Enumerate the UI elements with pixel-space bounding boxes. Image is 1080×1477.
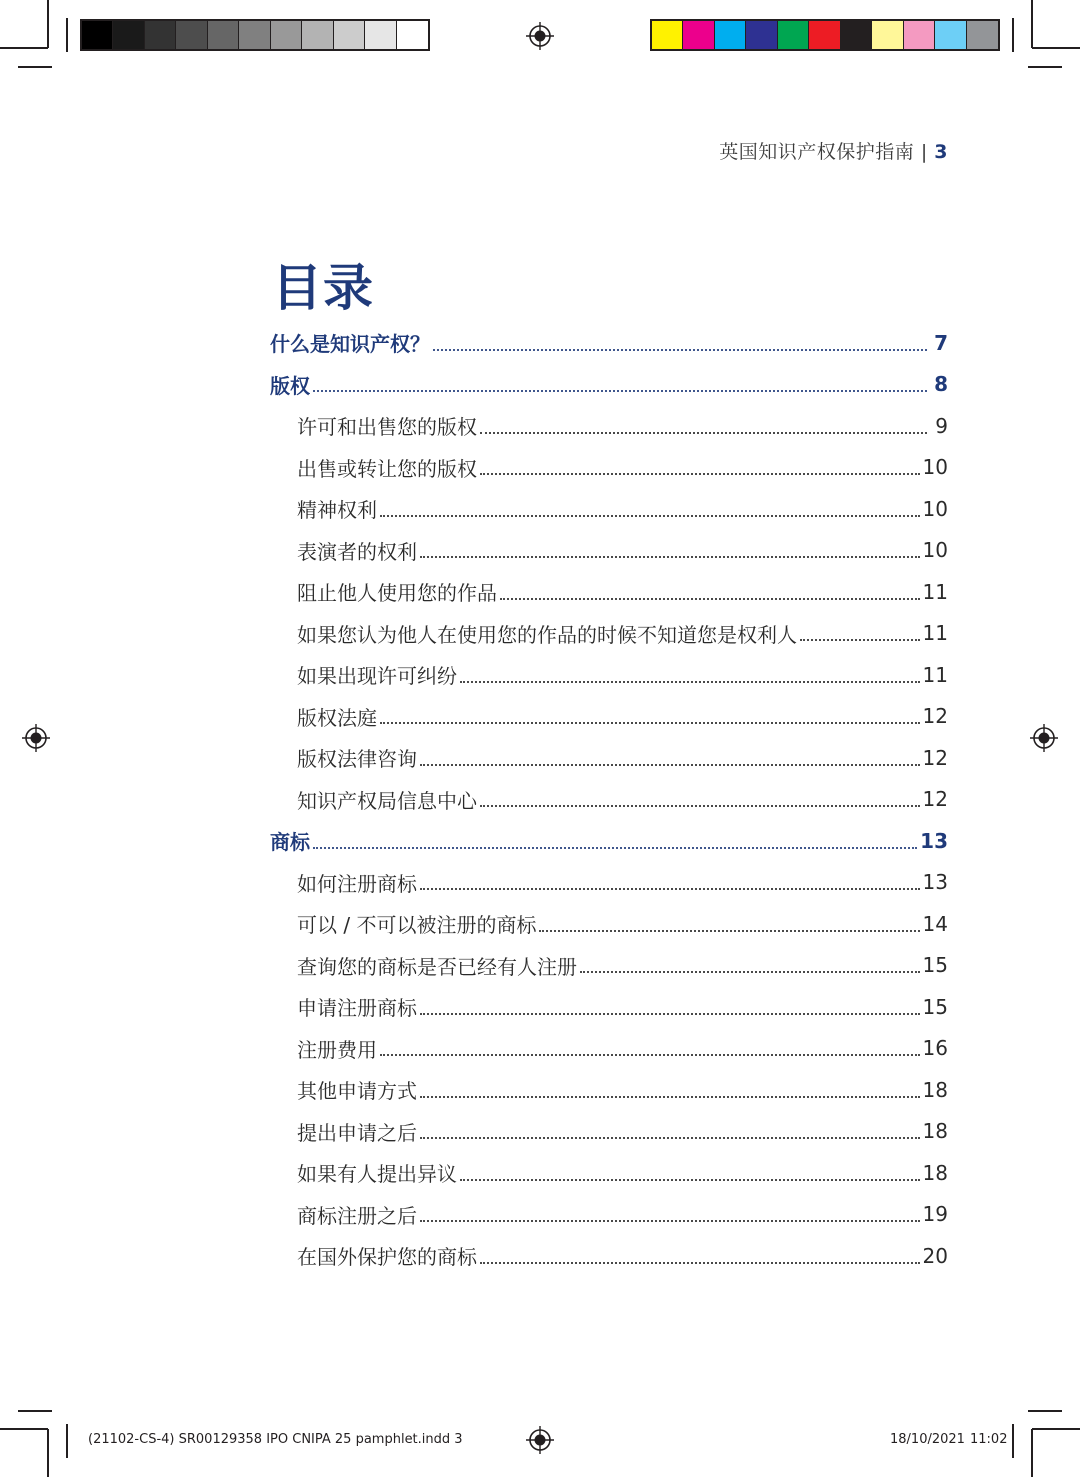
toc-subsection-entry[interactable]: [270, 571, 948, 613]
color-swatch: [904, 21, 935, 49]
toc-entry-page: 12: [922, 787, 948, 812]
toc-entry-page: 10: [922, 496, 948, 521]
running-header-title: 英国知识产权保护指南: [719, 141, 915, 163]
toc-leader-dots: [480, 805, 920, 807]
color-swatch: [809, 21, 840, 49]
toc-entry-label: 表演者的权利: [297, 539, 417, 564]
toc-leader-dots: [480, 473, 920, 475]
toc-entry-page: 16: [922, 1036, 948, 1061]
toc-leader-dots: [460, 681, 920, 683]
registration-mark-icon: [526, 1426, 554, 1454]
toc-entry-page: 18: [922, 1119, 948, 1144]
crop-mark: [0, 47, 48, 49]
process-color-bar: [650, 19, 1000, 51]
toc-entry-page: 9: [935, 413, 948, 438]
crop-mark: [66, 1424, 68, 1458]
color-swatch: [872, 21, 903, 49]
toc-entry-label: 可以 / 不可以被注册的商标: [297, 913, 537, 938]
color-swatch: [334, 21, 365, 49]
toc-entry-page: 12: [922, 745, 948, 770]
toc-leader-dots: [433, 349, 927, 351]
toc-subsection-entry[interactable]: [270, 737, 948, 779]
color-swatch: [82, 21, 113, 49]
toc-entry-label: 在国外保护您的商标: [297, 1245, 477, 1270]
crop-mark: [66, 18, 68, 52]
toc-entry-label: 商标: [270, 830, 310, 855]
color-swatch: [365, 21, 396, 49]
toc-entry-label: 出售或转让您的版权: [297, 456, 477, 481]
toc-subsection-entry[interactable]: [270, 862, 948, 904]
toc-leader-dots: [800, 639, 920, 641]
toc-entry-label: 什么是知识产权？: [270, 332, 430, 357]
toc-entry-label: 查询您的商标是否已经有人注册: [297, 954, 577, 979]
toc-leader-dots: [460, 1179, 920, 1181]
toc-leader-dots: [480, 432, 927, 434]
toc-leader-dots: [313, 390, 927, 392]
toc-leader-dots: [420, 1096, 920, 1098]
toc-entry-label: 如果有人提出异议: [297, 1162, 457, 1187]
toc-entry-page: 11: [922, 662, 948, 687]
toc-entry-page: 7: [934, 330, 948, 355]
page-number: 3: [934, 141, 948, 163]
crop-mark: [1031, 0, 1033, 48]
crop-mark: [1032, 1428, 1080, 1430]
toc-subsection-entry[interactable]: [270, 613, 948, 655]
toc-section-entry[interactable]: [270, 820, 948, 862]
crop-mark: [1012, 1424, 1014, 1458]
slug-date: 18/10/2021: [890, 1432, 965, 1447]
crop-mark: [1028, 66, 1062, 68]
toc-entry-label: 版权: [270, 373, 310, 398]
color-swatch: [302, 21, 333, 49]
toc-leader-dots: [380, 515, 920, 517]
crop-mark: [47, 1429, 49, 1477]
toc-subsection-entry[interactable]: [270, 1152, 948, 1194]
running-header: [719, 137, 948, 164]
toc-entry-label: 如果您认为他人在使用您的作品的时候不知道您是权利人: [297, 622, 797, 647]
toc-subsection-entry[interactable]: [270, 696, 948, 738]
color-swatch: [935, 21, 966, 49]
toc-entry-page: 15: [922, 953, 948, 978]
color-swatch: [176, 21, 207, 49]
toc-leader-dots: [539, 930, 919, 932]
toc-entry-label: 注册费用: [297, 1037, 377, 1062]
toc-entry-page: 15: [922, 994, 948, 1019]
toc-entry-page: 10: [922, 538, 948, 563]
toc-subsection-entry[interactable]: [270, 654, 948, 696]
toc-leader-dots: [420, 1220, 920, 1222]
crop-mark: [18, 66, 52, 68]
toc-entry-label: 商标注册之后: [297, 1203, 417, 1228]
toc-leader-dots: [420, 1013, 920, 1015]
toc-entry-page: 14: [922, 911, 948, 936]
toc-leader-dots: [580, 971, 920, 973]
crop-mark: [1031, 1429, 1033, 1477]
color-swatch: [683, 21, 714, 49]
toc-entry-label: 如何注册商标: [297, 871, 417, 896]
toc-entry-label: 版权法律咨询: [297, 747, 417, 772]
color-swatch: [652, 21, 683, 49]
color-swatch: [967, 21, 998, 49]
toc-entry-label: 提出申请之后: [297, 1120, 417, 1145]
color-swatch: [397, 21, 428, 49]
toc-entry-page: 19: [922, 1202, 948, 1227]
toc-section-entry[interactable]: [270, 364, 948, 406]
toc-entry-page: 18: [922, 1077, 948, 1102]
toc-subsection-entry[interactable]: [270, 1069, 948, 1111]
toc-subsection-entry[interactable]: [270, 1235, 948, 1277]
running-header-separator: |: [920, 141, 928, 163]
toc-leader-dots: [380, 722, 920, 724]
toc-subsection-entry[interactable]: [270, 447, 948, 489]
toc-subsection-entry[interactable]: [270, 1028, 948, 1070]
toc-heading: 目录: [272, 259, 374, 317]
color-swatch: [113, 21, 144, 49]
color-swatch: [271, 21, 302, 49]
toc-entry-label: 许可和出售您的版权: [297, 415, 477, 440]
toc-subsection-entry[interactable]: [270, 986, 948, 1028]
color-swatch: [208, 21, 239, 49]
color-swatch: [841, 21, 872, 49]
toc-entry-label: 知识产权局信息中心: [297, 788, 477, 813]
toc-leader-dots: [420, 888, 920, 890]
color-swatch: [715, 21, 746, 49]
grayscale-color-bar: [80, 19, 430, 51]
color-swatch: [778, 21, 809, 49]
toc-subsection-entry[interactable]: [270, 488, 948, 530]
crop-mark: [1028, 1410, 1062, 1412]
toc-entry-page: 11: [922, 579, 948, 604]
registration-mark-icon: [1030, 724, 1058, 752]
toc-leader-dots: [420, 1137, 920, 1139]
toc-subsection-entry[interactable]: [270, 903, 948, 945]
crop-mark: [47, 0, 49, 48]
color-swatch: [145, 21, 176, 49]
slug-file-info: (21102-CS-4) SR00129358 IPO CNIPA 25 pamphlet.indd 3: [88, 1432, 463, 1447]
toc-leader-dots: [380, 1054, 920, 1056]
toc-leader-dots: [420, 764, 920, 766]
color-swatch: [746, 21, 777, 49]
crop-mark: [1012, 18, 1014, 52]
crop-mark: [18, 1410, 52, 1412]
crop-mark: [1032, 47, 1080, 49]
toc-leader-dots: [500, 598, 920, 600]
slug-time: 11:02: [970, 1432, 1008, 1447]
toc-subsection-entry[interactable]: [270, 530, 948, 572]
toc-entry-page: 13: [920, 828, 948, 853]
toc-entry-page: 18: [922, 1160, 948, 1185]
toc-entry-page: 11: [922, 621, 948, 646]
toc-leader-dots: [313, 847, 917, 849]
toc-leader-dots: [480, 1262, 920, 1264]
toc-entry-label: 阻止他人使用您的作品: [297, 581, 497, 606]
toc-entry-label: 精神权利: [297, 498, 377, 523]
color-swatch: [239, 21, 270, 49]
toc-entry-page: 20: [922, 1243, 948, 1268]
toc-subsection-entry[interactable]: [270, 405, 948, 447]
table-of-contents: [270, 322, 948, 1277]
registration-mark-icon: [526, 22, 554, 50]
toc-entry-label: 申请注册商标: [297, 996, 417, 1021]
toc-subsection-entry[interactable]: [270, 1194, 948, 1236]
toc-entry-page: 13: [922, 870, 948, 895]
toc-entry-label: 如果出现许可纠纷: [297, 664, 457, 689]
toc-leader-dots: [420, 556, 920, 558]
toc-entry-page: 8: [934, 372, 948, 397]
toc-subsection-entry[interactable]: [270, 945, 948, 987]
toc-subsection-entry[interactable]: [270, 779, 948, 821]
toc-entry-page: 10: [922, 455, 948, 480]
toc-entry-page: 12: [922, 704, 948, 729]
registration-mark-icon: [22, 724, 50, 752]
toc-entry-label: 其他申请方式: [297, 1079, 417, 1104]
toc-entry-label: 版权法庭: [297, 705, 377, 730]
toc-section-entry[interactable]: [270, 322, 948, 364]
toc-subsection-entry[interactable]: [270, 1111, 948, 1153]
crop-mark: [0, 1428, 48, 1430]
